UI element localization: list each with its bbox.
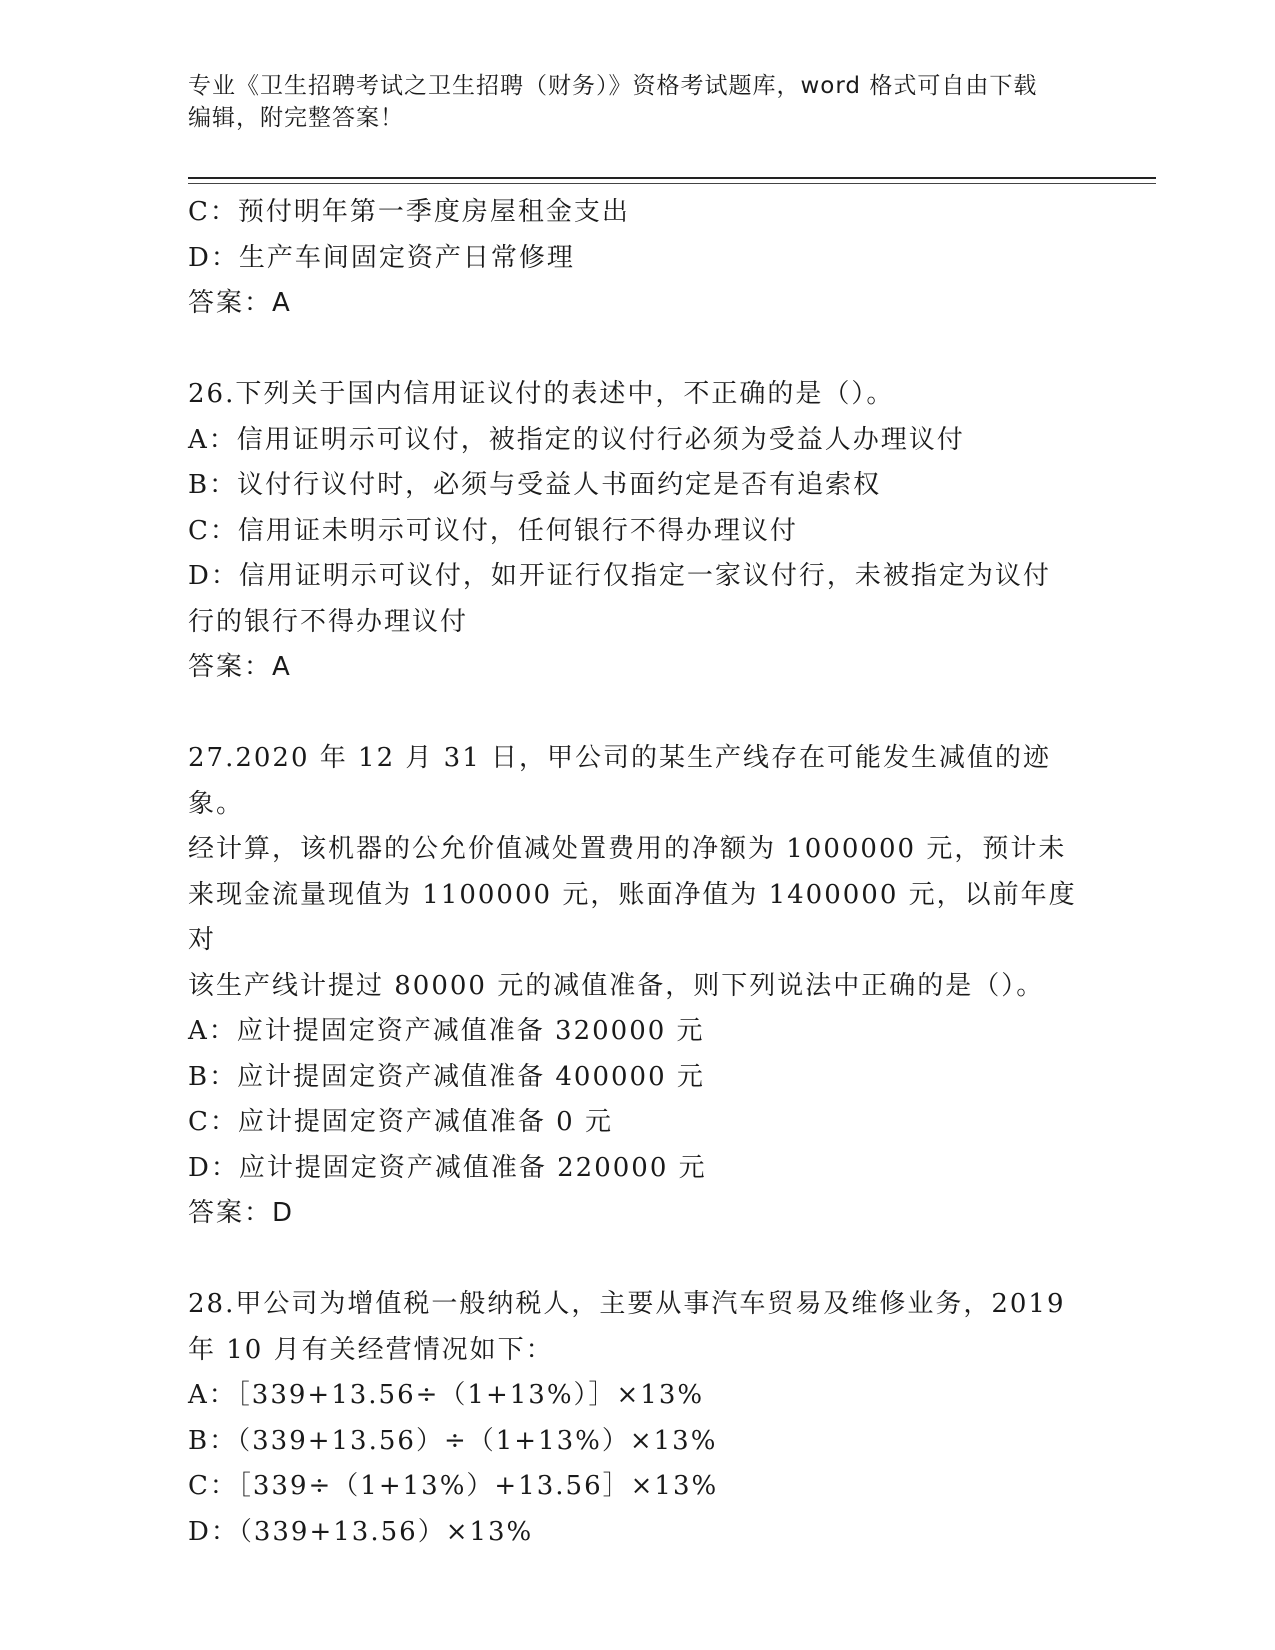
- q25-option-d: D：生产车间固定资产日常修理: [188, 242, 575, 273]
- q28-option-d: D：（339+13.56）×13%: [188, 1516, 534, 1547]
- document-header: [188, 70, 1068, 134]
- q26-option-c: C：信用证未明示可议付，任何银行不得办理议付: [188, 515, 798, 546]
- q27-option-a: A：应计提固定资产减值准备 320000 元: [188, 1016, 705, 1046]
- q27-answer: 答案：D: [188, 1198, 295, 1228]
- q25-answer: 答案：A: [188, 288, 292, 318]
- header-line-2: 编辑，附完整答案！: [188, 105, 404, 131]
- q27-stem-line-2: 经计算，该机器的公允价值减处置费用的净额为 1000000 元，预计未: [188, 834, 1067, 864]
- header-line-1: 专业《卫生招聘考试之卫生招聘（财务）》资格考试题库，word 格式可自由下载: [188, 73, 1038, 99]
- spacer: [188, 327, 1088, 373]
- q27-stem-line-3: 来现金流量现值为 1100000 元，账面净值为 1400000 元，以前年度对: [188, 879, 1077, 955]
- q26-option-d-line-1: D：信用证明示可议付，如开证行仅指定一家议付行，未被指定为议付: [188, 561, 1051, 591]
- q26-option-d-line-2: 行的银行不得办理议付: [188, 606, 469, 637]
- q27-option-d: D：应计提固定资产减值准备 220000 元: [188, 1152, 707, 1183]
- q28-option-c: C：［339÷（1+13%）+13.56］×13%: [188, 1471, 719, 1501]
- q28-stem-line-1: 28.甲公司为增值税一般纳税人，主要从事汽车贸易及维修业务，2019: [188, 1289, 1066, 1319]
- q27-option-b: B：应计提固定资产减值准备 400000 元: [188, 1061, 705, 1092]
- header-divider-thin: [188, 183, 1156, 184]
- q26-stem: 26.下列关于国内信用证议付的表述中，不正确的是（）。: [188, 379, 895, 409]
- q27-stem-line-4: 该生产线计提过 80000 元的减值准备，则下列说法中正确的是（）。: [188, 970, 1045, 1001]
- header-divider-thick: [188, 177, 1156, 179]
- question-content: [188, 190, 1088, 1555]
- q28-stem-line-2: 年 10 月有关经营情况如下：: [188, 1334, 554, 1365]
- q27-stem-line-1: 27.2020 年 12 月 31 日，甲公司的某生产线存在可能发生减值的迹象。: [188, 743, 1052, 819]
- q26-option-b: B：议付行议付时，必须与受益人书面约定是否有追索权: [188, 470, 882, 500]
- q26-option-a: A：信用证明示可议付，被指定的议付行必须为受益人办理议付: [188, 424, 965, 455]
- spacer: [188, 691, 1088, 737]
- q26-answer: 答案：A: [188, 652, 292, 682]
- q28-option-a: A：［339+13.56÷（1+13%）］×13%: [188, 1380, 705, 1410]
- q28-option-b: B：（339+13.56）÷（1+13%）×13%: [188, 1425, 718, 1456]
- spacer: [188, 1237, 1088, 1283]
- q27-option-c: C：应计提固定资产减值准备 0 元: [188, 1107, 613, 1137]
- q25-option-c: C：预付明年第一季度房屋租金支出: [188, 197, 630, 227]
